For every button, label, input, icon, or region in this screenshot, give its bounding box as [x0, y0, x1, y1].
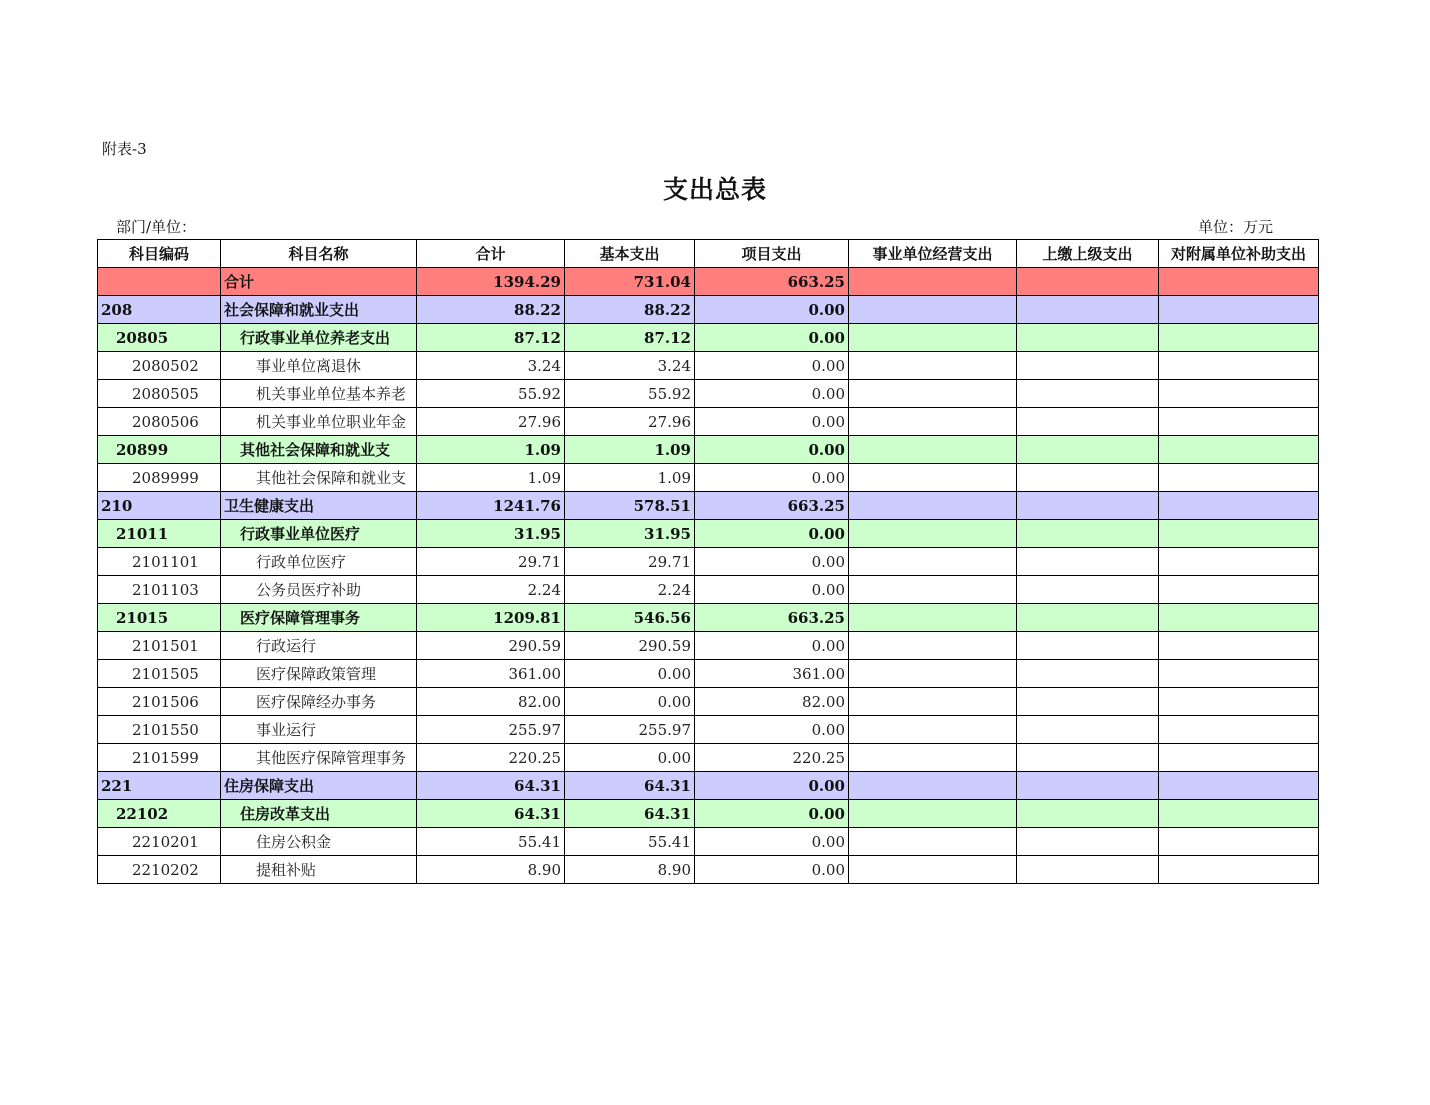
cell-basic: 3.24 [565, 352, 695, 380]
cell-subsidy [1159, 772, 1319, 800]
cell-project: 0.00 [695, 772, 849, 800]
cell-subsidy [1159, 744, 1319, 772]
cell-upper [1017, 828, 1159, 856]
cell-upper [1017, 352, 1159, 380]
cell-project: 0.00 [695, 324, 849, 352]
cell-subsidy [1159, 576, 1319, 604]
cell-basic: 1.09 [565, 436, 695, 464]
col-header-upper: 上缴上级支出 [1017, 240, 1159, 268]
cell-name: 住房保障支出 [221, 772, 417, 800]
cell-total: 29.71 [417, 548, 565, 576]
cell-project: 0.00 [695, 716, 849, 744]
cell-name: 行政事业单位医疗 [221, 520, 417, 548]
cell-code: 2080506 [98, 408, 221, 436]
cell-basic: 1.09 [565, 464, 695, 492]
cell-biz [849, 380, 1017, 408]
cell-subsidy [1159, 660, 1319, 688]
cell-biz [849, 688, 1017, 716]
cell-code: 2101103 [98, 576, 221, 604]
cell-biz [849, 660, 1017, 688]
col-header-total: 合计 [417, 240, 565, 268]
cell-name: 合计 [221, 268, 417, 296]
cell-biz [849, 576, 1017, 604]
cell-code: 2210201 [98, 828, 221, 856]
cell-total: 1394.29 [417, 268, 565, 296]
cell-total: 8.90 [417, 856, 565, 884]
cell-name: 住房公积金 [221, 828, 417, 856]
cell-project: 0.00 [695, 800, 849, 828]
cell-name: 医疗保障经办事务 [221, 688, 417, 716]
cell-basic: 88.22 [565, 296, 695, 324]
cell-code: 210 [98, 492, 221, 520]
cell-total: 1209.81 [417, 604, 565, 632]
cell-total: 55.92 [417, 380, 565, 408]
cell-code: 208 [98, 296, 221, 324]
cell-code: 21011 [98, 520, 221, 548]
cell-subsidy [1159, 268, 1319, 296]
cell-name: 行政单位医疗 [221, 548, 417, 576]
cell-subsidy [1159, 604, 1319, 632]
cell-basic: 55.41 [565, 828, 695, 856]
cell-code: 2101506 [98, 688, 221, 716]
cell-biz [849, 352, 1017, 380]
cell-project: 663.25 [695, 268, 849, 296]
cell-biz [849, 492, 1017, 520]
table-row [98, 408, 1319, 436]
cell-total: 87.12 [417, 324, 565, 352]
cell-code: 21015 [98, 604, 221, 632]
cell-code: 2089999 [98, 464, 221, 492]
cell-upper [1017, 436, 1159, 464]
cell-biz [849, 632, 1017, 660]
cell-upper [1017, 688, 1159, 716]
cell-biz [849, 324, 1017, 352]
cell-name: 公务员医疗补助 [221, 576, 417, 604]
col-header-name: 科目名称 [221, 240, 417, 268]
cell-basic: 29.71 [565, 548, 695, 576]
cell-project: 220.25 [695, 744, 849, 772]
cell-upper [1017, 660, 1159, 688]
cell-upper [1017, 268, 1159, 296]
cell-project: 0.00 [695, 408, 849, 436]
cell-project: 0.00 [695, 828, 849, 856]
cell-project: 0.00 [695, 352, 849, 380]
cell-basic: 255.97 [565, 716, 695, 744]
table-row [98, 688, 1319, 716]
cell-upper [1017, 492, 1159, 520]
col-header-basic: 基本支出 [565, 240, 695, 268]
cell-basic: 31.95 [565, 520, 695, 548]
cell-basic: 27.96 [565, 408, 695, 436]
cell-biz [849, 408, 1017, 436]
cell-project: 0.00 [695, 296, 849, 324]
expenditure-table [97, 239, 1319, 884]
cell-subsidy [1159, 352, 1319, 380]
cell-total: 1.09 [417, 464, 565, 492]
cell-upper [1017, 800, 1159, 828]
cell-name: 社会保障和就业支出 [221, 296, 417, 324]
table-row [98, 632, 1319, 660]
table-row [98, 436, 1319, 464]
table-row [98, 352, 1319, 380]
cell-upper [1017, 324, 1159, 352]
col-header-subsidy: 对附属单位补助支出 [1159, 240, 1319, 268]
cell-code: 2101501 [98, 632, 221, 660]
cell-project: 0.00 [695, 548, 849, 576]
cell-name: 住房改革支出 [221, 800, 417, 828]
unit-label: 单位：万元 [1198, 218, 1274, 236]
cell-basic: 64.31 [565, 800, 695, 828]
cell-name: 医疗保障政策管理 [221, 660, 417, 688]
cell-basic: 0.00 [565, 744, 695, 772]
cell-code: 2101599 [98, 744, 221, 772]
cell-name: 行政事业单位养老支出 [221, 324, 417, 352]
cell-name: 事业运行 [221, 716, 417, 744]
cell-basic: 731.04 [565, 268, 695, 296]
cell-biz [849, 856, 1017, 884]
cell-total: 55.41 [417, 828, 565, 856]
cell-upper [1017, 632, 1159, 660]
header-row [98, 240, 1319, 268]
cell-biz [849, 800, 1017, 828]
cell-project: 663.25 [695, 492, 849, 520]
cell-biz [849, 772, 1017, 800]
cell-subsidy [1159, 436, 1319, 464]
table-row [98, 604, 1319, 632]
cell-name: 卫生健康支出 [221, 492, 417, 520]
cell-total: 361.00 [417, 660, 565, 688]
cell-total: 64.31 [417, 800, 565, 828]
cell-name: 提租补贴 [221, 856, 417, 884]
cell-upper [1017, 380, 1159, 408]
cell-total: 220.25 [417, 744, 565, 772]
cell-total: 88.22 [417, 296, 565, 324]
cell-project: 0.00 [695, 436, 849, 464]
cell-upper [1017, 772, 1159, 800]
cell-subsidy [1159, 380, 1319, 408]
col-header-code: 科目编码 [98, 240, 221, 268]
cell-basic: 55.92 [565, 380, 695, 408]
cell-project: 0.00 [695, 520, 849, 548]
dept-label: 部门/单位： [116, 218, 197, 236]
cell-basic: 578.51 [565, 492, 695, 520]
cell-upper [1017, 744, 1159, 772]
cell-total: 290.59 [417, 632, 565, 660]
cell-subsidy [1159, 856, 1319, 884]
cell-basic: 0.00 [565, 688, 695, 716]
cell-code [98, 268, 221, 296]
cell-subsidy [1159, 464, 1319, 492]
cell-project: 0.00 [695, 856, 849, 884]
cell-code: 2080502 [98, 352, 221, 380]
cell-total: 27.96 [417, 408, 565, 436]
table-row [98, 464, 1319, 492]
cell-subsidy [1159, 828, 1319, 856]
cell-total: 2.24 [417, 576, 565, 604]
cell-name: 机关事业单位职业年金 [221, 408, 417, 436]
cell-name: 其他社会保障和就业支 [221, 436, 417, 464]
cell-basic: 2.24 [565, 576, 695, 604]
cell-subsidy [1159, 296, 1319, 324]
table-row [98, 268, 1319, 296]
table-row [98, 660, 1319, 688]
col-header-biz: 事业单位经营支出 [849, 240, 1017, 268]
cell-basic: 87.12 [565, 324, 695, 352]
cell-project: 361.00 [695, 660, 849, 688]
cell-project: 82.00 [695, 688, 849, 716]
table-row [98, 856, 1319, 884]
cell-project: 0.00 [695, 464, 849, 492]
cell-biz [849, 268, 1017, 296]
cell-name: 医疗保障管理事务 [221, 604, 417, 632]
cell-subsidy [1159, 324, 1319, 352]
cell-biz [849, 604, 1017, 632]
cell-code: 221 [98, 772, 221, 800]
cell-project: 0.00 [695, 576, 849, 604]
table-row [98, 744, 1319, 772]
page-title: 支出总表 [662, 175, 767, 204]
cell-total: 31.95 [417, 520, 565, 548]
cell-biz [849, 436, 1017, 464]
cell-biz [849, 296, 1017, 324]
cell-code: 20899 [98, 436, 221, 464]
cell-code: 2101101 [98, 548, 221, 576]
cell-total: 3.24 [417, 352, 565, 380]
cell-project: 663.25 [695, 604, 849, 632]
cell-code: 2080505 [98, 380, 221, 408]
cell-subsidy [1159, 800, 1319, 828]
cell-biz [849, 464, 1017, 492]
cell-biz [849, 828, 1017, 856]
cell-basic: 546.56 [565, 604, 695, 632]
cell-total: 64.31 [417, 772, 565, 800]
cell-upper [1017, 548, 1159, 576]
table-row [98, 576, 1319, 604]
cell-subsidy [1159, 548, 1319, 576]
table-row [98, 800, 1319, 828]
cell-project: 0.00 [695, 380, 849, 408]
cell-biz [849, 548, 1017, 576]
cell-upper [1017, 296, 1159, 324]
cell-biz [849, 520, 1017, 548]
table-body [98, 268, 1319, 884]
table-row [98, 380, 1319, 408]
cell-subsidy [1159, 492, 1319, 520]
cell-biz [849, 716, 1017, 744]
cell-total: 255.97 [417, 716, 565, 744]
table-row [98, 520, 1319, 548]
cell-code: 2101550 [98, 716, 221, 744]
cell-basic: 0.00 [565, 660, 695, 688]
cell-upper [1017, 856, 1159, 884]
table-row [98, 548, 1319, 576]
table-row [98, 772, 1319, 800]
cell-subsidy [1159, 520, 1319, 548]
cell-name: 其他社会保障和就业支 [221, 464, 417, 492]
cell-code: 2101505 [98, 660, 221, 688]
cell-subsidy [1159, 632, 1319, 660]
cell-upper [1017, 520, 1159, 548]
table-row [98, 828, 1319, 856]
cell-upper [1017, 576, 1159, 604]
cell-name: 其他医疗保障管理事务 [221, 744, 417, 772]
table-row [98, 716, 1319, 744]
table-row [98, 296, 1319, 324]
cell-name: 机关事业单位基本养老 [221, 380, 417, 408]
cell-subsidy [1159, 408, 1319, 436]
table-row [98, 492, 1319, 520]
cell-name: 事业单位离退休 [221, 352, 417, 380]
cell-code: 20805 [98, 324, 221, 352]
cell-upper [1017, 604, 1159, 632]
cell-name: 行政运行 [221, 632, 417, 660]
cell-total: 82.00 [417, 688, 565, 716]
cell-subsidy [1159, 716, 1319, 744]
cell-biz [849, 744, 1017, 772]
cell-basic: 290.59 [565, 632, 695, 660]
cell-total: 1.09 [417, 436, 565, 464]
annex-label: 附表-3 [102, 140, 147, 158]
col-header-project: 项目支出 [695, 240, 849, 268]
cell-total: 1241.76 [417, 492, 565, 520]
cell-project: 0.00 [695, 632, 849, 660]
cell-subsidy [1159, 688, 1319, 716]
cell-code: 2210202 [98, 856, 221, 884]
cell-upper [1017, 716, 1159, 744]
cell-basic: 64.31 [565, 772, 695, 800]
cell-upper [1017, 408, 1159, 436]
cell-basic: 8.90 [565, 856, 695, 884]
cell-upper [1017, 464, 1159, 492]
cell-code: 22102 [98, 800, 221, 828]
table-row [98, 324, 1319, 352]
